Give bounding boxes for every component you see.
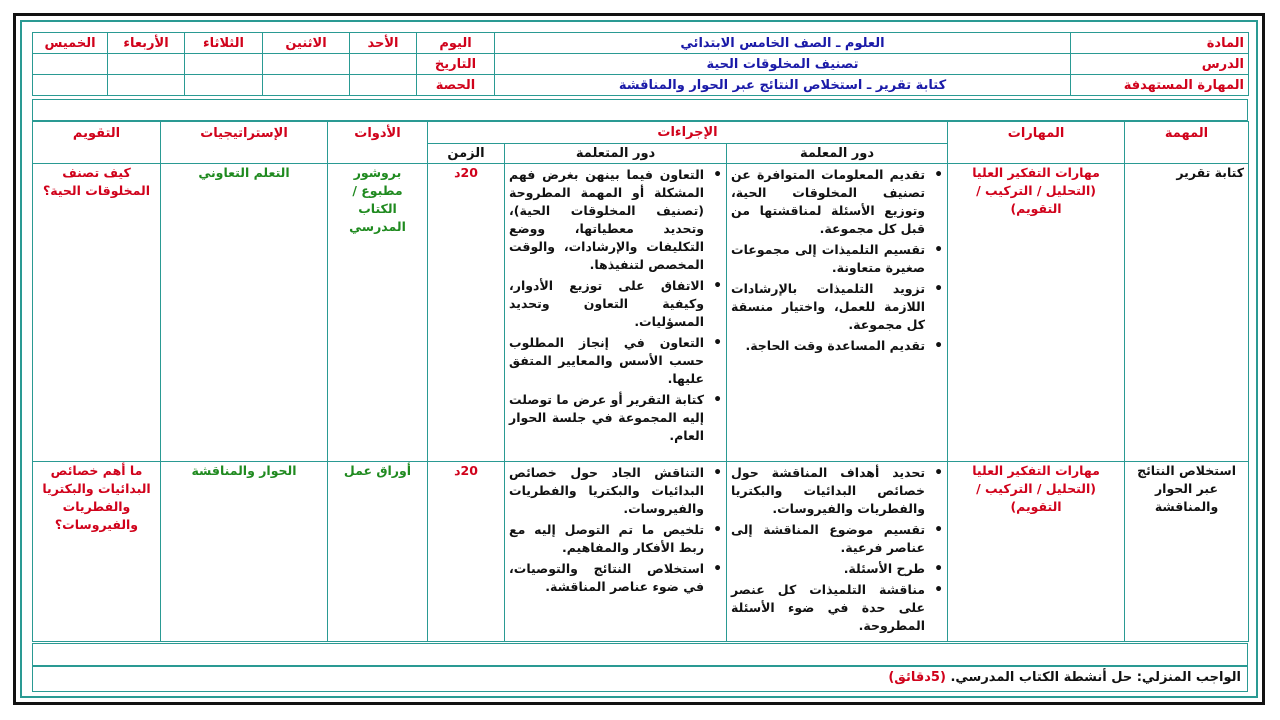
date-label: التاريخ	[417, 54, 495, 75]
date-cell	[350, 54, 417, 75]
task-cell: استخلاص النتائج عبر الحوار والمناقشة	[1125, 462, 1249, 642]
list-item: • تقديم المساعدة وقت الحاجة.	[731, 337, 925, 355]
skill-value: كتابة تقرير ـ استخلاص النتائج عبر الحوار والمناقشة	[495, 75, 1071, 96]
date-cell	[33, 54, 108, 75]
teacher-role-cell	[727, 462, 948, 642]
day-tuesday: الثلاثاء	[185, 33, 263, 54]
list-item: • طرح الأسئلة.	[731, 560, 925, 578]
day-wednesday: الأربعاء	[108, 33, 185, 54]
col-procedures: الإجراءات	[428, 122, 948, 144]
list-item: • استخلاص النتائج والتوصيات، في ضوء عناصر المناقشة.	[509, 560, 704, 596]
list-item: • التعاون في إنجاز المطلوب حسب الأسس والمعايير المتفق عليها.	[509, 334, 704, 388]
col-assessment: التقويم	[33, 122, 161, 164]
list-item: • تلخيص ما تم التوصل إليه مع ربط الأفكار والمفاهيم.	[509, 521, 704, 557]
date-cell	[108, 54, 185, 75]
homework-text: حل أنشطة الكتاب المدرسي.	[950, 670, 1133, 685]
table-row	[33, 462, 1249, 642]
subject-label: المادة	[1071, 33, 1249, 54]
strategy-cell: التعلم التعاوني	[161, 164, 328, 462]
list-item: • الاتفاق على توزيع الأدوار، وكيفية التعاون وتحديد المسؤليات.	[509, 277, 704, 331]
day-label: اليوم	[417, 33, 495, 54]
col-skills: المهارات	[948, 122, 1125, 164]
col-tools: الأدوات	[328, 122, 428, 164]
task-cell: كتابة تقرير	[1125, 164, 1249, 462]
subject-value: العلوم ـ الصف الخامس الابتدائي	[495, 33, 1071, 54]
list-item: • التناقش الجاد حول خصائص البدائيات والبكتريا والفطريات والفيروسات.	[509, 464, 704, 518]
period-cell	[108, 75, 185, 96]
list-item: • تحديد أهداف المناقشة حول خصائص البدائيات والبكتريا والفطريات والفيروسات.	[731, 464, 925, 518]
day-thursday: الخميس	[33, 33, 108, 54]
lesson-plan-table	[32, 121, 1249, 642]
lesson-value: تصنيف المخلوقات الحية	[495, 54, 1071, 75]
list-item: • تقسيم التلميذات إلى مجموعات صغيرة متعاونة.	[731, 241, 925, 277]
period-cell	[350, 75, 417, 96]
col-strategies: الإستراتيجيات	[161, 122, 328, 164]
list-item: • تقديم المعلومات المتوافرة عن تصنيف المخلوقات الحية، وتوزيع الأسئلة لمناقشتها من قبل كل مجموعة.	[731, 166, 925, 238]
assessment-cell: كيف تصنف المخلوقات الحية؟	[33, 164, 161, 462]
list-item: • مناقشة التلميذات كل عنصر على حدة في ضوء الأسئلة المطروحة.	[731, 581, 925, 635]
lesson-label: الدرس	[1071, 54, 1249, 75]
period-cell	[185, 75, 263, 96]
spacer-row	[32, 643, 1248, 666]
col-task: المهمة	[1125, 122, 1249, 164]
day-monday: الاثنين	[263, 33, 350, 54]
date-cell	[185, 54, 263, 75]
period-cell	[33, 75, 108, 96]
student-role-cell	[505, 164, 727, 462]
homework-label: الواجب المنزلي:	[1136, 670, 1241, 685]
list-item: • كتابة التقرير أو عرض ما توصلت إليه المجموعة في جلسة الحوار العام.	[509, 391, 704, 445]
col-student-role: دور المتعلمة	[505, 144, 727, 164]
list-item: • تقسيم موضوع المناقشة إلى عناصر فرعية.	[731, 521, 925, 557]
time-cell: 20د	[428, 462, 505, 642]
col-teacher-role: دور المعلمة	[727, 144, 948, 164]
skill-label: المهارة المستهدفة	[1071, 75, 1249, 96]
homework-duration: (5دقائق)	[888, 670, 946, 685]
time-cell: 20د	[428, 164, 505, 462]
skill-cell: مهارات التفكير العليا (التحليل / التركيب / التقويم)	[948, 164, 1125, 462]
list-item: • التعاون فيما بينهن بغرض فهم المشكلة أو المهمة المطروحة (تصنيف المخلوقات الحية)، وتحديد معطياتها، ووضع التكليفات والإرشادات، والوقت المخصص لتنفيذها.	[509, 166, 704, 274]
period-label: الحصة	[417, 75, 495, 96]
list-item: • تزويد التلميذات بالإرشادات اللازمة للعمل، واختيار منسقة كل مجموعة.	[731, 280, 925, 334]
homework-row	[32, 666, 1248, 692]
date-cell	[263, 54, 350, 75]
col-time: الزمن	[428, 144, 505, 164]
table-row	[33, 164, 1249, 462]
period-cell	[263, 75, 350, 96]
student-role-cell	[505, 462, 727, 642]
teacher-role-cell	[727, 164, 948, 462]
skill-cell: مهارات التفكير العليا (التحليل / التركيب / التقويم)	[948, 462, 1125, 642]
tools-cell: بروشور مطبوع / الكتاب المدرسي	[328, 164, 428, 462]
header-table	[32, 32, 1249, 96]
assessment-cell: ما أهم خصائص البدائيات والبكتريا والفطريات والفيروسات؟	[33, 462, 161, 642]
day-sunday: الأحد	[350, 33, 417, 54]
tools-cell: أوراق عمل	[328, 462, 428, 642]
strategy-cell: الحوار والمناقشة	[161, 462, 328, 642]
spacer-row	[32, 99, 1248, 121]
